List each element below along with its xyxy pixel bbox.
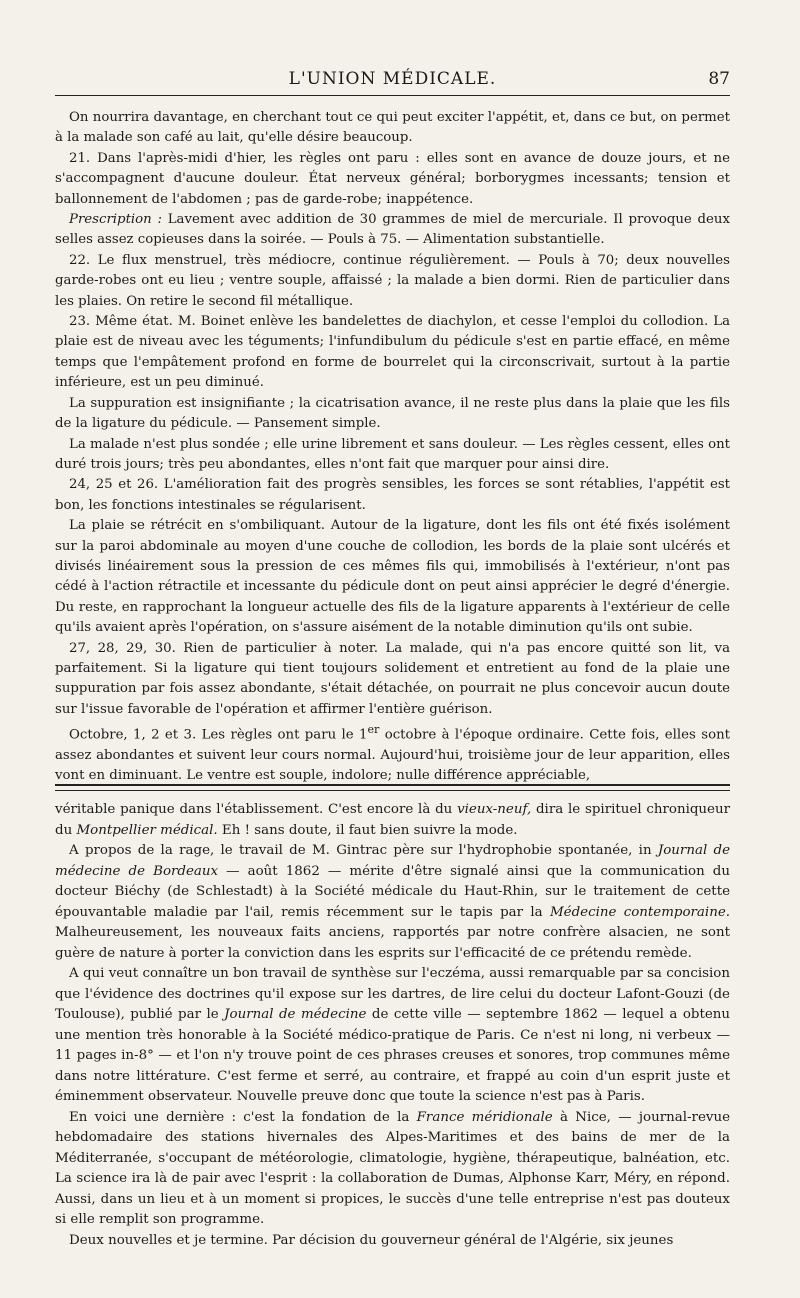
paragraph: Octobre, 1, 2 et 3. Les règles ont paru le 1er octobre à l'époque ordinaire. Cette fois, elles sont assez abondantes et suivent leur cours normal. Aujourd'hui, troisième jour de leur apparition, elles vont en diminuant. Le ventre est souple, indolore; nulle différence appréciable,	[55, 723, 730, 784]
paragraph: A propos de la rage, le travail de M. Gintrac père sur l'hydrophobie spontanée, in Journal de médecine de Bordeaux — août 1862 — mérite d'être signalé ainsi que la communication du docteur Biéchy (de Schlestadt) à la Société médicale du Haut-Rhin, sur le traitement de cette épouvantable maladie par l'ail, remis récemment sur le tapis par la Médecine contemporaine. Malheureusement, les nouveaux faits anciens, rapportés par notre confrère alsacien, ne sont guère de nature à porter la conviction dans les esprits sur l'efficacité de ce prétendu remède.	[55, 843, 731, 961]
running-header	[55, 55, 730, 96]
feuilleton-section	[55, 800, 730, 1251]
section-divider	[55, 784, 730, 791]
paragraph: Deux nouvelles et je termine. Par décision du gouverneur général de l'Algérie, six jeunes	[69, 1232, 674, 1248]
paragraph: Prescription : Lavement avec addition de 30 grammes de miel de mercuriale. Il provoque deux selles assez copieuses dans la soirée. — Pouls à 75. — Alimentation substantielle.	[55, 212, 730, 248]
paragraph: 24, 25 et 26. L'amélioration fait des progrès sensibles, les forces se sont rétablies, l'appétit est bon, les fonctions intestinales se régularisent.	[55, 477, 730, 513]
paragraph: En voici une dernière : c'est la fondation de la France méridionale à Nice, — journal-revue hebdomadaire des stations hivernales des Alpes-Maritimes et des bains de mer de la Méditerranée, s'occupant de météorologie, climatologie, hygiène, thérapeutique, balnéation, etc. La science ira là de pair avec l'esprit : la collaboration de Dumas, Alphonse Karr, Méry, en répond. Aussi, dans un lieu et à un moment si propices, le succès d'une telle entreprise n'est pas douteux si elle remplit son programme.	[55, 1109, 730, 1227]
page-number: 87	[708, 69, 730, 89]
paragraph: On nourrira davantage, en cherchant tout ce qui peut exciter l'appétit, et, dans ce but, on permet à la malade son café au lait, qu'elle désire beaucoup.	[55, 110, 730, 146]
paragraph: 23. Même état. M. Boinet enlève les bandelettes de diachylon, et cesse l'emploi du collodion. La plaie est de niveau avec les téguments; l'infundibulum du pédicule s'est en partie effacé, en même temps que l'empâtement profond en forme de bourrelet qui la circonscrivait, surtout à la partie inférieure, est un peu diminué.	[55, 314, 730, 391]
paragraph: A qui veut connaître un bon travail de synthèse sur l'eczéma, aussi remarquable par sa concision que l'évidence des doctrines qu'il expose sur les dartres, de lire celui du docteur Lafont-Gouzi (de Toulouse), publié par le Journal de médecine de cette ville — septembre 1862 — lequel a obtenu une mention très honorable à la Société médico-pratique de Paris. Ce n'est ni long, ni verbeux — 11 pages in-8° — et l'on n'y trouve point de ces phrases creuses et sonores, trop communes même dans notre littérature. C'est ferme et serré, au contraire, et frappé au coin d'un esprit juste et éminemment observateur. Nouvelle preuve donc que toute la science n'est pas à Paris.	[55, 966, 731, 1104]
prescription-label: Prescription :	[69, 212, 162, 228]
paragraph: La suppuration est insignifiante ; la cicatrisation avance, il ne reste plus dans la plaie que les fils de la ligature du pédicule. — Pansement simple.	[55, 395, 730, 432]
journal-title: L'UNION MÉDICALE.	[288, 69, 497, 89]
paragraph: La malade n'est plus sondée ; elle urine librement et sans douleur. — Les règles cessent, elles ont duré trois jours; très peu abondantes, elles n'ont fait que marquer pour ainsi dire.	[55, 436, 730, 472]
paragraph: véritable panique dans l'établissement. C'est encore là du vieux-neuf, dira le spirituel chroniqueur du Montpellier médical. Eh ! sans doute, il faut bien suivre la mode.	[55, 802, 731, 838]
paragraph: La plaie se rétrécit en s'ombiliquant. Autour de la ligature, dont les fils ont été fixés isolément sur la paroi abdominale au moyen d'une couche de collodion, les bords de la plaie sont ulcérés et divisés linéairement sous la pression de ces mêmes fils qui, immobilisés à l'extérieur, n'ont pas cédé à l'action rétractile et incessante du pédicule dont on peut ainsi apprécier le degré d'énergie. Du reste, en rapprochant la longueur actuelle des fils de la ligature apparents à l'extérieur de celle qu'ils avaient après l'opération, on s'assure aisément de la notable diminution qu'ils ont subie.	[55, 518, 730, 636]
case-report-section	[55, 108, 730, 787]
paragraph: 22. Le flux menstruel, très médiocre, continue régulièrement. — Pouls à 70; deux nouvelles garde-robes ont eu lieu ; ventre souple, affaissé ; la malade a bien dormi. Rien de particulier dans les plaies. On retire le second fil métallique.	[55, 252, 730, 309]
paragraph: 27, 28, 29, 30. Rien de particulier à noter. La malade, qui n'a pas encore quitté son lit, va parfaitement. Si la ligature qui tient toujours solidement et entretient au fond de la plaie une suppuration par fois assez abondante, s'était détachée, on pourrait ne plus concevoir aucun doute sur l'issue favorable de l'opération et affirmer l'entière guérison.	[55, 640, 730, 717]
paragraph: 21. Dans l'après-midi d'hier, les règles ont paru : elles sont en avance de douze jours, et ne s'accompagnent d'aucune douleur. État nerveux général; borborygmes incessants; tension et ballonnement de l'abdomen ; pas de garde-robe; inappétence.	[55, 150, 730, 207]
